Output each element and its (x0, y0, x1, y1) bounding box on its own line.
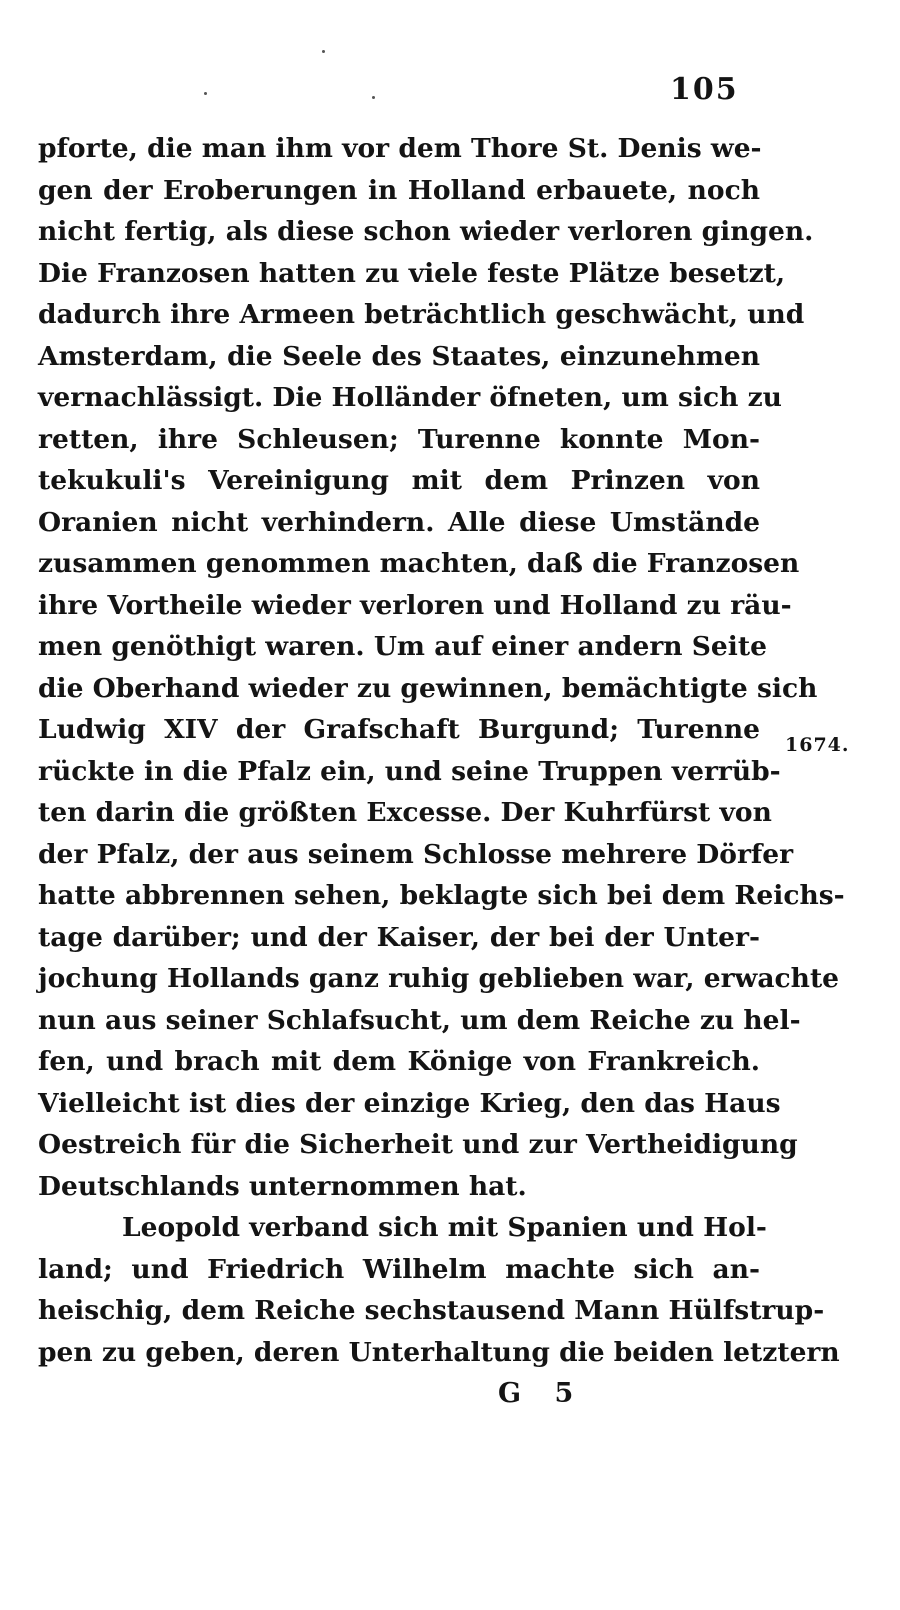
text-line: ihre Vortheile wieder verloren und Holland zu räu- (38, 589, 792, 621)
text-line: men genöthigt waren. Um auf einer andern Seite (38, 631, 767, 662)
text-line: heischig, dem Reiche sechstausend Mann Hülfstrup- (38, 1295, 825, 1326)
text-line: die Oberhand wieder zu gewinnen, bemächtigte sich (38, 672, 818, 704)
print-speck (322, 50, 325, 53)
text-line: pforte, die man ihm vor dem Thore St. Denis we- (38, 133, 762, 164)
text-line: retten, ihre Schleusen; Turenne konnte Mon- (38, 423, 760, 455)
text-line: ten darin die größten Excesse. Der Kuhrfürst von (38, 797, 772, 828)
text-line: Amsterdam, die Seele des Staates, einzunehmen (38, 340, 760, 372)
text-line: pen zu geben, deren Unterhaltung die beiden letztern (38, 1336, 840, 1368)
text-line: Oranien nicht verhindern. Alle diese Umstände (38, 506, 760, 538)
text-line: Die Franzosen hatten zu viele feste Plätze besetzt, (38, 257, 786, 289)
text-line: hatte abbrennen sehen, beklagte sich bei dem Reichs- (38, 880, 845, 911)
text-line: gen der Eroberungen in Holland erbauete, noch (38, 174, 760, 206)
text-line: Oestreich für die Sicherheit und zur Vertheidigung (38, 1129, 798, 1160)
text-line: tekukuli's Vereinigung mit dem Prinzen von (38, 465, 760, 496)
text-line: Ludwig XIV der Grafschaft Burgund; Turenne (38, 714, 760, 745)
text-line: rückte in die Pfalz ein, und seine Truppen verrüb- (38, 755, 781, 787)
signature-mark: G 5 (498, 1378, 586, 1409)
text-line: jochung Hollands ganz ruhig geblieben war, erwachte (38, 963, 840, 994)
text-line: nicht fertig, als diese schon wieder verloren gingen. (38, 216, 814, 247)
text-line: Leopold verband sich mit Spanien und Hol- (122, 1212, 767, 1243)
text-line: dadurch ihre Armeen beträchtlich geschwächt, und (38, 299, 805, 330)
text-line: vernachlässigt. Die Holländer öfneten, um sich zu (38, 382, 782, 413)
text-line: zusammen genommen machten, daß die Franzosen (38, 548, 800, 579)
text-line: der Pfalz, der aus seinem Schlosse mehrere Dörfer (38, 838, 794, 870)
text-line: nun aus seiner Schlafsucht, um dem Reiche zu hel- (38, 1004, 801, 1036)
text-line: fen, und brach mit dem Könige von Frankreich. (38, 1046, 760, 1077)
text-line: tage darüber; und der Kaiser, der bei der Unter- (38, 921, 760, 953)
print-speck (372, 96, 375, 99)
page-number: 105 (670, 72, 739, 107)
print-speck (204, 92, 207, 95)
text-line: Deutschlands unternommen hat. (38, 1170, 527, 1202)
margin-year-note: 1674. (785, 734, 850, 756)
text-line: land; und Friedrich Wilhelm machte sich an- (38, 1253, 760, 1285)
text-line: Vielleicht ist dies der einzige Krieg, den das Haus (38, 1087, 781, 1119)
